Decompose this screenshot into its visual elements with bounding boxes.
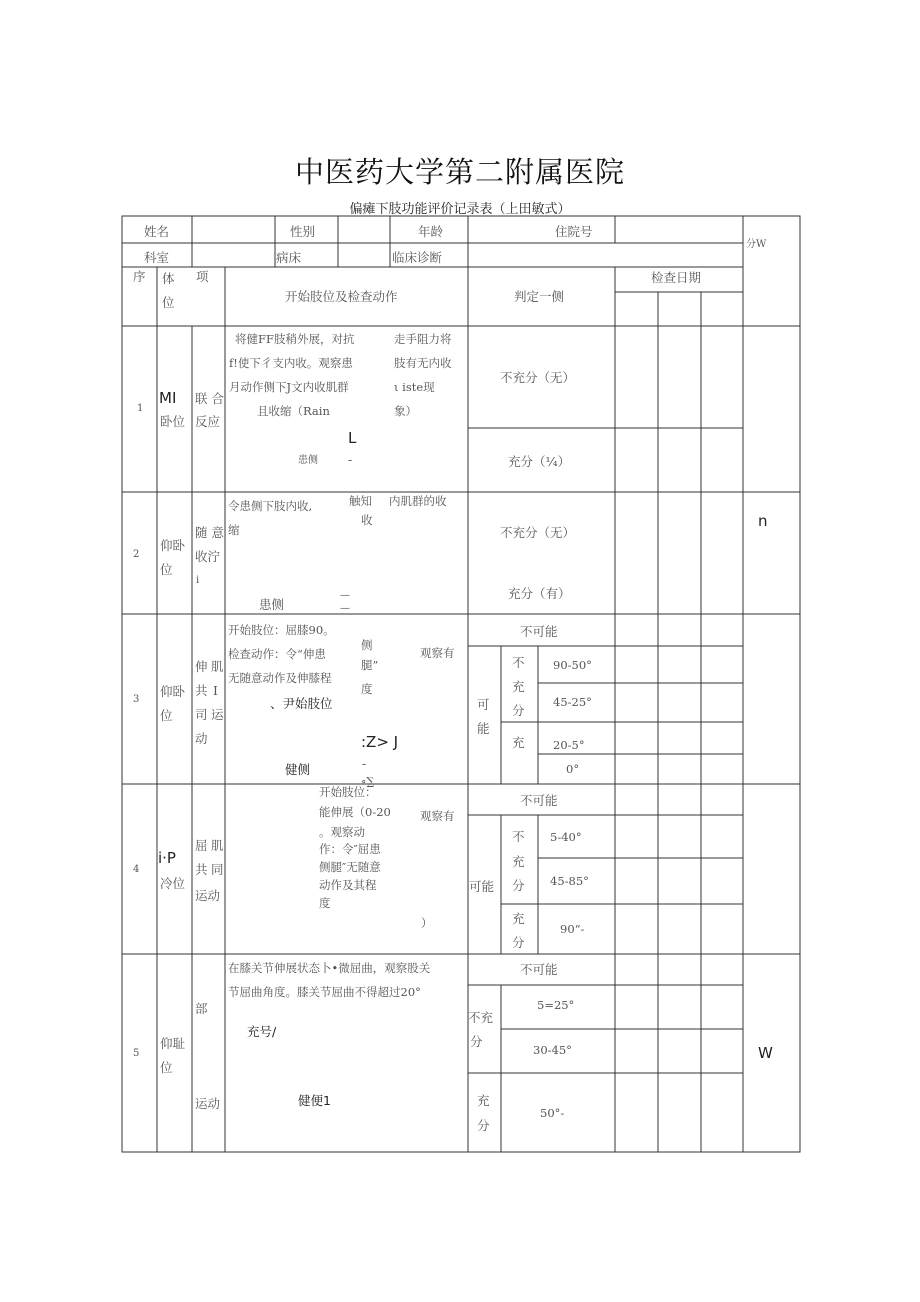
- judge-header: 判定一侧: [514, 289, 565, 304]
- row-action: 能伸展（0-20: [319, 805, 391, 819]
- row-mark: -: [362, 756, 367, 771]
- row-judge: 不: [512, 829, 525, 844]
- row-seq: 3: [133, 694, 140, 705]
- row-action: 且收缩（Rain: [257, 404, 330, 418]
- row-action: 走手阻力将: [394, 332, 452, 346]
- row-action: 节屈曲角度。膝关节屈曲不得超过20°: [228, 985, 421, 999]
- row-judge: 充: [477, 1093, 490, 1108]
- row-item: 伸: [195, 659, 208, 674]
- row-range: 90-50°: [553, 658, 592, 672]
- row-range: 0°: [566, 762, 580, 776]
- row-action: 检查动作：令“伸患: [228, 647, 326, 661]
- form-subtitle: 偏瘫下肢功能评价记录表（上田敏式）: [349, 202, 571, 217]
- row-start: 、尹始肢位: [270, 696, 333, 711]
- row-item: 运动: [195, 888, 221, 903]
- date-header: 检查日期: [651, 270, 702, 285]
- row-item: 反应: [195, 414, 221, 429]
- row-item: 共: [195, 683, 208, 698]
- row-range: 45-25°: [553, 695, 592, 709]
- row-score: n: [758, 512, 768, 530]
- row-posture: 卧位: [160, 414, 186, 429]
- posture-header: 体位: [162, 271, 185, 310]
- row-action: 度: [361, 682, 373, 696]
- row-judge: 充分（有）: [508, 586, 571, 601]
- row-action: 动作及其程: [319, 878, 377, 892]
- row-judge: 充: [512, 911, 525, 926]
- row-judge: 不可能: [520, 624, 558, 639]
- row-range: 20-5°: [553, 738, 585, 752]
- row-item: 肌: [211, 838, 224, 853]
- row-posture: 仰耻: [160, 1036, 186, 1051]
- row-mark: —: [340, 603, 350, 614]
- row-action: 观察有: [420, 646, 455, 660]
- row-item: I: [213, 683, 218, 698]
- row-action: 在膝关节伸展状态卜•微屈曲，观察股关: [228, 961, 431, 975]
- hospital-no-label: 住院号: [555, 224, 593, 239]
- row-judge: 不充分（无）: [500, 370, 576, 385]
- row-judge: 不充分（无）: [500, 525, 576, 540]
- row-posture: 冷位: [160, 876, 186, 891]
- row-side: 患侧: [298, 455, 318, 466]
- age-label: 年龄: [418, 224, 444, 239]
- row-action: 侧腿″无随意: [319, 860, 381, 874]
- row-item: 动: [195, 731, 208, 746]
- row-action: 触知: [349, 494, 372, 508]
- row-item: 联合: [195, 391, 229, 406]
- row-seq: 2: [133, 549, 140, 560]
- row-judge: 充: [512, 679, 525, 694]
- action-header: 开始肢位及检查动作: [285, 289, 398, 304]
- item-header: 项: [196, 269, 209, 284]
- row-action: 开始肢位：: [319, 785, 377, 799]
- seq-header: 序: [133, 269, 146, 284]
- row-action: 肢有无内收: [394, 356, 452, 370]
- row-judge: 分: [512, 703, 525, 718]
- row-action: f!使下彳支内收。观察患: [229, 356, 353, 370]
- row-posture: MI: [159, 389, 177, 407]
- row-action: 将健FF肢稍外展，对抗: [235, 332, 355, 346]
- row-judge: 可: [477, 697, 490, 712]
- row-item: 随意: [195, 525, 229, 540]
- row-side: 患侧: [259, 597, 285, 612]
- row-judge: 分: [477, 1118, 490, 1133]
- row-action: 侧: [361, 638, 373, 652]
- row-action: 月动作侧下J文内收肌群: [229, 380, 349, 394]
- row-range: 45-85°: [550, 874, 589, 888]
- row-side: 健便1: [298, 1093, 331, 1108]
- row-posture: 位: [160, 562, 173, 577]
- row-seq: 1: [137, 403, 144, 414]
- row-judge: 不可能: [520, 793, 558, 808]
- row-range: 50°-: [540, 1106, 565, 1120]
- row-action: 开始肢位：屈膝90。: [228, 623, 335, 637]
- row-judge: 可能: [469, 879, 495, 894]
- row-action: 。观察动: [319, 825, 365, 839]
- row-judge: 充: [512, 735, 525, 750]
- diagnosis-label: 临床诊断: [392, 250, 443, 265]
- page-title: 中医药大学第二附属医院: [294, 155, 625, 189]
- row-judge: 分: [512, 935, 525, 950]
- row-mark: ∘∑: [361, 775, 375, 788]
- row-judge: 能: [477, 721, 490, 736]
- row-judge: 分: [470, 1034, 483, 1049]
- row-action: 令患侧下肢内收,: [228, 499, 313, 513]
- row-mark: —: [340, 590, 350, 601]
- row-range: 5-40°: [550, 830, 582, 844]
- row-action: 腿”: [361, 658, 379, 672]
- row-range: 90“-: [560, 922, 585, 936]
- row-action: ）: [421, 916, 433, 930]
- row-posture: 仰卧: [160, 684, 186, 699]
- row-action: 象）: [394, 404, 417, 418]
- row-item: 部: [195, 1001, 208, 1016]
- row-item: 同: [211, 862, 224, 877]
- row-action: 收: [361, 513, 373, 527]
- row-posture: 位: [160, 1060, 173, 1075]
- row-action: 无随意动作及伸膝程: [228, 671, 332, 685]
- row-seq: 4: [133, 864, 140, 875]
- row-posture: 仰卧: [160, 538, 186, 553]
- row-action: 作：令″屈患: [319, 842, 381, 856]
- row-item: 共: [195, 862, 208, 877]
- row-range: 5=25°: [537, 998, 575, 1012]
- row-action: 缩: [228, 523, 240, 537]
- row-item: 肌: [211, 659, 224, 674]
- row-posture: i·P: [158, 849, 176, 867]
- dept-label: 科室: [144, 250, 170, 265]
- row-item: 收泞: [195, 549, 221, 564]
- row-side: 健侧: [285, 762, 311, 777]
- row-item: i: [196, 575, 200, 586]
- row-mark: :Z> J: [361, 733, 399, 751]
- row-mark: L: [348, 429, 357, 447]
- row-range: 30-45°: [533, 1043, 572, 1057]
- name-label: 姓名: [144, 224, 170, 239]
- row-item: 运动: [195, 1096, 221, 1111]
- sex-label: 性别: [290, 224, 316, 239]
- row-mark: -: [348, 452, 353, 467]
- row-posture: 位: [160, 708, 173, 723]
- row-judge: 充: [512, 854, 525, 869]
- row-score: W: [758, 1044, 773, 1062]
- row-judge: 不可能: [520, 962, 558, 977]
- row-action: 内肌群的收: [389, 494, 447, 508]
- row-item: 运: [211, 707, 224, 722]
- row-judge: 不: [512, 655, 525, 670]
- row-item: 屈: [195, 838, 208, 853]
- row-action: ι iste现: [394, 380, 435, 394]
- row-judge: 分: [512, 878, 525, 893]
- row-judge: 充分（¼）: [508, 454, 571, 469]
- row-judge: 不充: [468, 1010, 494, 1025]
- bed-label: 病床: [276, 250, 302, 265]
- row-item: 司: [195, 707, 208, 722]
- score-label: 分W: [746, 239, 767, 250]
- row-action: 观察有: [420, 809, 455, 823]
- row-action: 度: [319, 896, 331, 910]
- row-mark: 充号/: [247, 1024, 277, 1039]
- row-seq: 5: [133, 1048, 140, 1059]
